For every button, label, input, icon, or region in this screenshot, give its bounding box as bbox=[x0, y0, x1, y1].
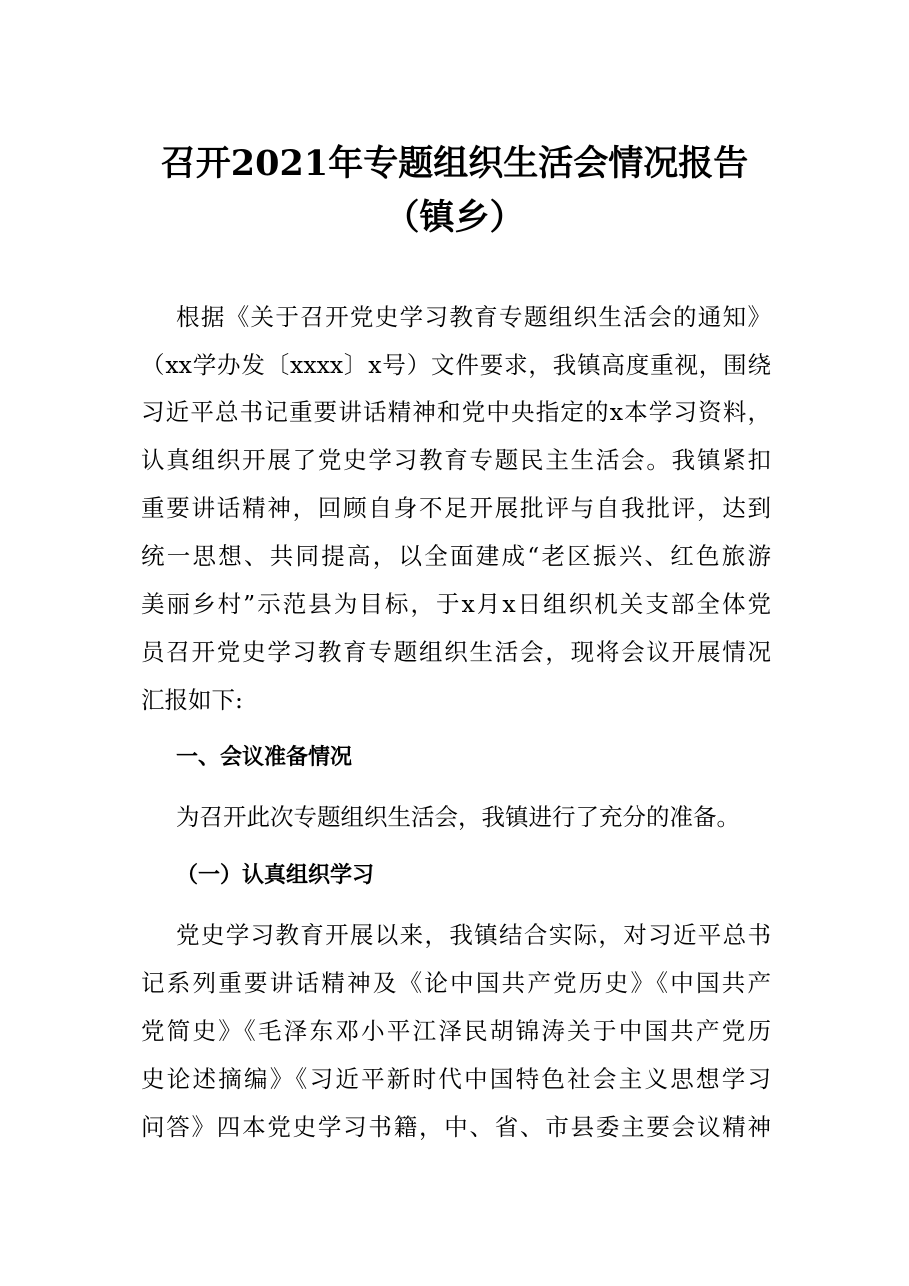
paragraph-line: 认真组织开展了党史学习教育专题民主生活会。我镇紧扣 bbox=[141, 446, 771, 474]
paragraph-line: 美丽乡村”示范县为目标，于x月x日组织机关支部全体党 bbox=[141, 590, 771, 618]
paragraph-line: 为召开此次专题组织生活会，我镇进行了充分的准备。 bbox=[176, 803, 740, 831]
paragraph-line: 员召开党史学习教育专题组织生活会，现将会议开展情况 bbox=[141, 638, 771, 666]
paragraph-line: 根据《关于召开党史学习教育专题组织生活会的通知》 bbox=[176, 303, 771, 331]
paragraph-line: 问答》四本党史学习书籍，中、省、市县委主要会议精神 bbox=[141, 1113, 771, 1141]
paragraph-line: 重要讲话精神，回顾自身不足开展批评与自我批评，达到 bbox=[141, 494, 771, 522]
document-title: 召开2021年专题组织生活会情况报告 bbox=[160, 143, 749, 184]
paragraph-line: 史论述摘编》《习近平新时代中国特色社会主义思想学习 bbox=[141, 1065, 771, 1093]
paragraph-line: 党简史》《毛泽东邓小平江泽民胡锦涛关于中国共产党历 bbox=[141, 1017, 771, 1045]
paragraph-line: 汇报如下: bbox=[141, 686, 243, 714]
paragraph-line: 记系列重要讲话精神及《论中国共产党历史》《中国共产 bbox=[141, 969, 771, 997]
paragraph-line: 习近平总书记重要讲话精神和党中央指定的x本学习资料， bbox=[141, 398, 771, 426]
section-heading: 一、会议准备情况 bbox=[176, 745, 353, 770]
paragraph-line: 统一思想、共同提高，以全面建成“老区振兴、红色旅游 bbox=[141, 542, 771, 570]
paragraph-line: 党史学习教育开展以来，我镇结合实际，对习近平总书 bbox=[176, 921, 771, 949]
document-subtitle: （镇乡） bbox=[384, 197, 525, 238]
subsection-heading: （一）认真组织学习 bbox=[176, 863, 375, 888]
paragraph-line: （xx学办发〔xxxx〕x号）文件要求，我镇高度重视，围绕 bbox=[141, 351, 771, 379]
